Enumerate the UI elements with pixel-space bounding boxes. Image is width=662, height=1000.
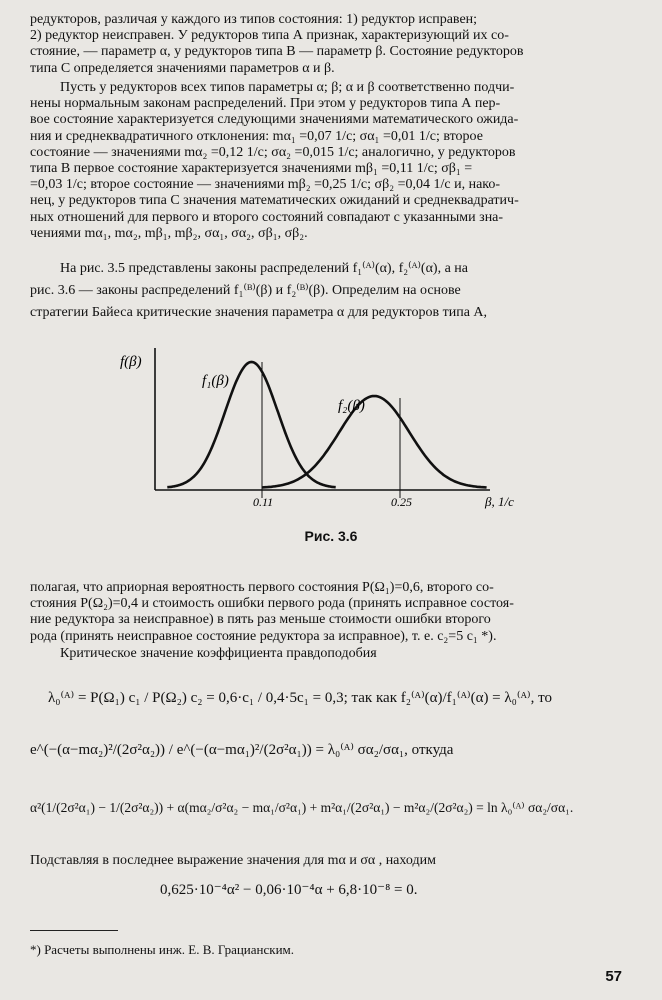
paragraph-4 [30, 580, 630, 645]
text-line: состояние — значениями mα₂ =0,12 1/с; σα₂ =0,015 1/с; аналогично, у редукторов [30, 144, 516, 160]
curve1-label: f₁(β) [202, 373, 229, 389]
paragraph-2 [30, 80, 630, 242]
paragraph-3 [30, 258, 630, 324]
text-line: типа С определяется значениями параметров α и β. [30, 60, 335, 76]
paragraph-1 [30, 12, 630, 77]
page-number: 57 [605, 968, 622, 985]
text-line: нены нормальным законам распределений. При этом у редукторов типа А пер- [30, 96, 501, 112]
text-line: ния и среднеквадратичного отклонения: mα₁ =0,07 1/с; σα₁ =0,01 1/с; второе [30, 128, 483, 144]
text-line: вое состояние характеризуется следующими значениями математического ожида- [30, 112, 519, 128]
text-line: рис. 3.6 — законы распределений f₁⁽ᴮ⁾(β) и f₂⁽ᴮ⁾(β). Определим на основе [30, 283, 461, 298]
text-line: Пусть у редукторов всех типов параметры α; β; α и β соответственно подчи- [60, 80, 515, 95]
text-line: ние редуктора за неисправное) в пять раз меньше стоимости ошибки второго [30, 612, 491, 628]
text-line: 2) редуктор неисправен. У редукторов типа А признак, характеризующий их со- [30, 28, 509, 44]
text-line: чениями mα₁, mα₂, mβ₁, mβ₂, σα₁, σα₂, σβ₁, σβ₂. [30, 225, 308, 241]
text-line: стратегии Байеса критические значения параметра α для редукторов типа А, [30, 305, 488, 320]
figure-caption: Рис. 3.6 [304, 528, 358, 544]
curve-f2 [262, 396, 487, 488]
text-line: ных отношений для первого и второго состояний совпадают с указанными зна- [30, 209, 504, 225]
paragraph-5 [30, 646, 630, 662]
text-line: редукторов, различая у каждого из типов состояния: 1) редуктор исправен; [30, 12, 478, 27]
text-line: типа В первое состояние характеризуется значениями mβ₁ =0,11 1/с; σβ₁ = [30, 161, 473, 177]
paragraph-6 [30, 853, 630, 869]
text-line: нец, у редукторов типа С значения математических ожиданий и среднеквадратич- [30, 193, 519, 209]
x-axis-label: β, 1/c [485, 494, 514, 509]
text-line: полагая, что априорная вероятность первого состояния P(Ω₁)=0,6, второго со- [30, 580, 494, 595]
text-line: стояния P(Ω₂)=0,4 и стоимость ошибки первого рода (принять исправное состоя- [30, 596, 514, 612]
text-line: Критическое значение коэффициента правдоподобия [60, 646, 377, 661]
text-line: =0,03 1/с; второе состояние — значениями mβ₂ =0,25 1/с; σβ₂ =0,04 1/с и, нако- [30, 177, 501, 193]
tick-label-1: 0.11 [253, 495, 274, 509]
footnote: *) Расчеты выполнены инж. Е. В. Грацианским. [30, 942, 295, 957]
formula-result: 0,625·10⁻⁴α² − 0,06·10⁻⁴α + 6,8·10⁻⁸ = 0. [160, 882, 418, 898]
text-line: На рис. 3.5 представлены законы распределений f₁⁽ᴬ⁾(α), f₂⁽ᴬ⁾(α), а на [60, 261, 469, 276]
formula-likelihood: λ₀⁽ᴬ⁾ = P(Ω₁) c₁ / P(Ω₂) c₂ = 0,6·c₁ / 0,4·5c₁ = 0,3; так как f₂⁽ᴬ⁾(α)/f₁⁽ᴬ⁾(α) = λ₀⁽ᴬ⁾, то [48, 690, 552, 706]
curve2-label: f₂(β) [338, 398, 365, 414]
text-line: рода (принять неисправное состояние редуктора за исправное), т. е. c₂=5 c₁ *). [30, 628, 497, 644]
distribution-figure [110, 340, 530, 555]
formula-exponent-ratio: e^(−(α−mα₂)²/(2σ²α₂)) / e^(−(α−mα₁)²/(2σ²α₁)) = λ₀⁽ᴬ⁾ σα₂/σα₁, откуда [30, 742, 454, 758]
text-line: Подставляя в последнее выражение значения для mα и σα , находим [30, 853, 436, 868]
tick-label-2: 0.25 [391, 495, 412, 509]
y-axis-label: f(β) [120, 354, 142, 370]
curve-f1 [167, 362, 335, 487]
text-line: стояние, — параметр α, у редукторов типа В — параметр β. Состояние редукторов [30, 44, 524, 60]
formula-quadratic: α²(1/(2σ²α₁) − 1/(2σ²α₂)) + α(mα₂/σ²α₂ − mα₁/σ²α₁) + m²α₁/(2σ²α₁) − m²α₂/(2σ²α₂) = ln λ₀⁽ᴬ⁾ σα₂/σα₁. [30, 800, 574, 815]
footnote-rule [30, 930, 118, 931]
